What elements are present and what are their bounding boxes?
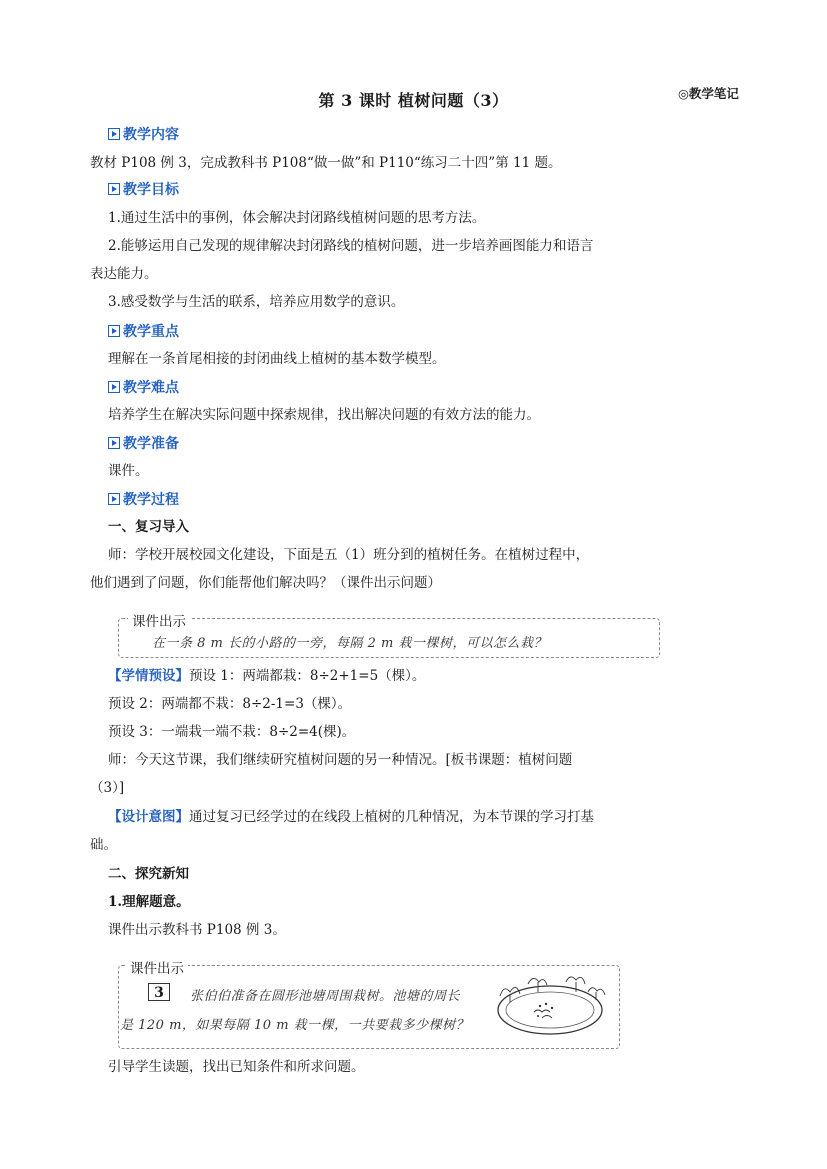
intro-line2: 他们遇到了问题，你们能帮他们解决吗？（课件出示问题） [90, 575, 441, 591]
courseware-label-2: 课件出示 [126, 957, 188, 977]
guide-text: 引导学生读题，找出已知条件和所求问题。 [108, 1059, 365, 1075]
goal-3: 3.感受数学与生活的联系，培养应用数学的意识。 [108, 294, 405, 310]
courseware-text-2-line1: 张伯伯准备在圆形池塘周围栽树。池塘的周长 [190, 989, 461, 1004]
play-triangle-icon [108, 183, 120, 195]
page-title: 第 3 课时 植树问题（3） [318, 91, 509, 110]
courseware-text-2-line2: 是 120 m，如果每隔 10 m 栽一棵，一共要栽多少棵树？ [120, 1018, 470, 1033]
intro-line1: 师：学校开展校园文化建设，下面是五（1）班分到的植树任务。在植树过程中， [108, 547, 590, 563]
section-heading-key: 教学重点 [108, 322, 179, 340]
preset-3: 预设 3：一端栽一端不栽：8÷2=4(棵)。 [108, 724, 356, 740]
section-heading-difficulty: 教学难点 [108, 378, 179, 396]
courseware-text-1: 在一条 8 m 长的小路的一旁，每隔 2 m 栽一棵树，可以怎么栽？ [152, 636, 547, 651]
section-heading-goals: 教学目标 [108, 180, 179, 198]
teacher-line1: 师：今天这节课，我们继续研究植树问题的另一种情况。[板书课题：植树问题 [108, 752, 573, 768]
content-text: 教材 P108 例 3，完成教科书 P108“做一做”和 P110“练习二十四”第 11 题。 [90, 155, 562, 171]
preset-2: 预设 2：两端都不栽：8÷2-1=3（棵）。 [108, 696, 352, 712]
section-heading-process: 教学过程 [108, 490, 179, 508]
part2-title: 二、探究新知 [108, 866, 189, 882]
play-triangle-icon [108, 437, 120, 449]
design-intent-line2: 础。 [90, 837, 117, 853]
goal-2-line2: 表达能力。 [90, 266, 158, 282]
prep-text: 课件。 [108, 463, 149, 479]
section-heading-content: 教学内容 [108, 125, 179, 143]
design-tag: 【设计意图】 [108, 809, 189, 825]
courseware-label-1: 课件出示 [128, 610, 190, 630]
difficulty-text: 培养学生在解决实际问题中探索规律，找出解决问题的有效方法的能力。 [108, 407, 540, 423]
step1-text: 课件出示教科书 P108 例 3。 [108, 922, 286, 938]
play-triangle-icon [108, 381, 120, 393]
teaching-notes-label: ◎教学笔记 [678, 86, 739, 101]
step1-title: 1.理解题意。 [108, 894, 190, 910]
goal-2-line1: 2.能够运用自己发现的规律解决封闭路线的植树问题，进一步培养画图能力和语言 [108, 238, 594, 254]
preset-tag: 【学情预设】 [108, 668, 189, 684]
play-triangle-icon [108, 493, 120, 505]
example-number-badge: 3 [148, 983, 170, 1001]
goal-1: 1.通过生活中的事例，体会解决封闭路线植树问题的思考方法。 [108, 210, 486, 226]
design-intent-line1: 【设计意图】通过复习已经学过的在线段上植树的几种情况，为本节课的学习打基 [108, 809, 594, 825]
play-triangle-icon [108, 128, 120, 140]
section-heading-prep: 教学准备 [108, 434, 179, 452]
part1-title: 一、复习导入 [108, 519, 189, 535]
play-triangle-icon [108, 325, 120, 337]
teacher-line2: （3）] [90, 780, 125, 796]
preset-1: 【学情预设】预设 1：两端都栽：8÷2+1=5（棵）。 [108, 668, 426, 684]
key-text: 理解在一条首尾相接的封闭曲线上植树的基本数学模型。 [108, 351, 446, 367]
pond-illustration [488, 968, 614, 1044]
